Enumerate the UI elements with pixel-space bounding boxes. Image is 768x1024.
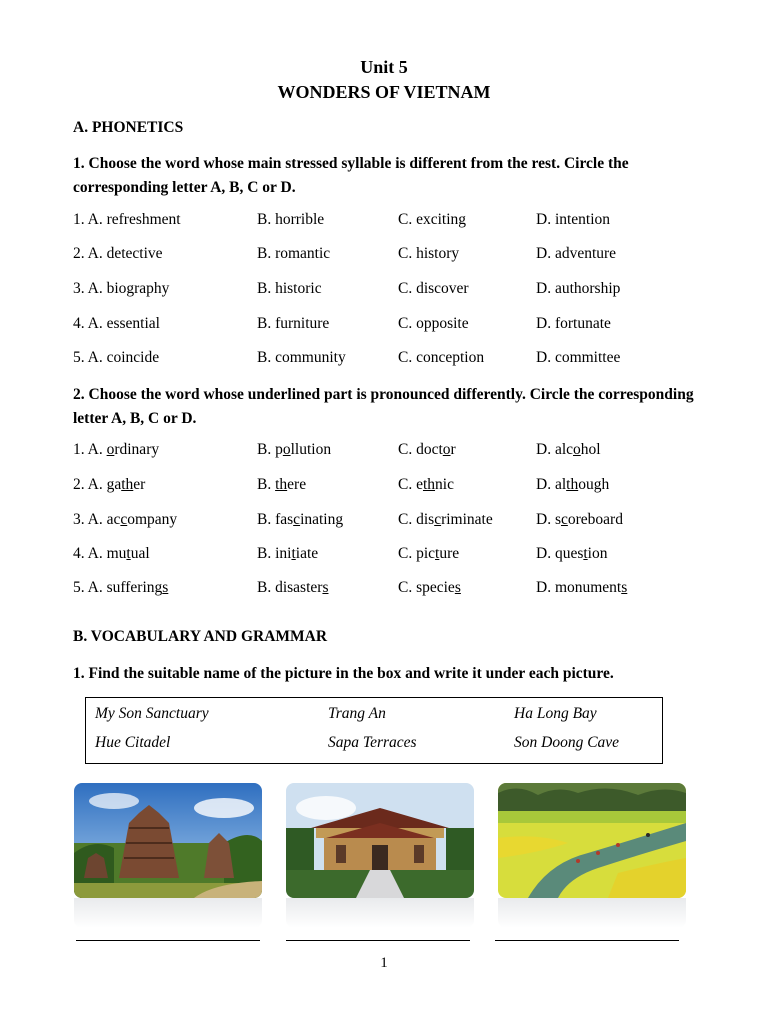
exercise1-instruction: 1. Choose the word whose main stressed syllable is different from the rest. Circle the corresponding letter A, B, C or D. (73, 155, 629, 196)
box-word: Son Doong Cave (514, 734, 620, 751)
underlined-letters: c (120, 511, 128, 528)
underlined-letters: th (275, 476, 288, 493)
underlined-letters: s (454, 579, 461, 596)
option-a: 1. A. ordinary (73, 441, 160, 458)
option-d: D. intention (536, 211, 611, 228)
option-c: C. doctor (398, 441, 456, 458)
underlined-letters: c (293, 511, 301, 528)
option-d: D. although (536, 476, 610, 493)
option-c: C. conception (398, 349, 485, 366)
box-word: Trang An (328, 705, 386, 722)
option-a: 2. A. gather (73, 476, 146, 493)
underlined-letters: t (291, 545, 296, 562)
option-a: 5. A. sufferings (73, 579, 169, 596)
answer-line[interactable] (286, 940, 470, 941)
option-b: B. community (257, 349, 346, 366)
exercise2-instruction: 2. Choose the word whose underlined part is pronounced differently. Circle the corresponding letter A, B, C or D. (73, 386, 694, 427)
option-b: B. fascinating (257, 511, 344, 528)
answer-line[interactable] (76, 940, 260, 941)
vocab-exercise1-instruction: 1. Find the suitable name of the picture in the box and write it under each picture. (73, 665, 614, 682)
option-c: C. species (398, 579, 461, 596)
option-a: 3. A. biography (73, 280, 170, 297)
option-d: D. adventure (536, 245, 617, 262)
box-word: My Son Sanctuary (95, 705, 209, 722)
underlined-letters: t (435, 545, 440, 562)
underlined-letters: s (621, 579, 628, 596)
section-b-heading: B. VOCABULARY AND GRAMMAR (73, 628, 328, 645)
page-title: WONDERS OF VIETNAM (277, 82, 491, 102)
underlined-letters: o (282, 441, 291, 458)
word-box (85, 697, 663, 764)
option-c: C. exciting (398, 211, 467, 228)
option-c: C. discriminate (398, 511, 493, 528)
underlined-letters: t (126, 545, 131, 562)
option-d: D. monuments (536, 579, 628, 596)
option-c: C. opposite (398, 315, 469, 332)
option-a: 1. A. refreshment (73, 211, 181, 228)
option-b: B. furniture (257, 315, 330, 332)
box-word: Hue Citadel (95, 734, 171, 751)
option-a: 4. A. essential (73, 315, 160, 332)
option-c: C. history (398, 245, 460, 262)
box-word: Ha Long Bay (514, 705, 597, 722)
option-b: B. romantic (257, 245, 331, 262)
underlined-letters: s (162, 579, 169, 596)
underlined-letters: c (434, 511, 442, 528)
page-number: 1 (380, 955, 388, 971)
photo-reflection (498, 898, 686, 928)
underlined-letters: o (573, 441, 581, 458)
option-c: C. picture (398, 545, 460, 562)
temple-ruins-photo (74, 783, 262, 898)
underlined-letters: th (121, 476, 134, 493)
option-b: B. horrible (257, 211, 325, 228)
photo-reflection (286, 898, 474, 928)
underlined-letters: th (422, 476, 436, 493)
underlined-letters: t (583, 545, 588, 562)
answer-line[interactable] (495, 940, 679, 941)
option-c: C. discover (398, 280, 469, 297)
rice-field-river-photo (498, 783, 686, 898)
underlined-letters: s (322, 579, 329, 596)
section-a-heading: A. PHONETICS (73, 119, 184, 136)
citadel-gate-photo (286, 783, 474, 898)
box-word: Sapa Terraces (328, 734, 417, 751)
option-d: D. fortunate (536, 315, 611, 332)
underlined-letters: o (442, 441, 451, 458)
option-b: B. pollution (257, 441, 332, 458)
photo-reflection (74, 898, 262, 928)
underlined-letters: c (560, 511, 568, 528)
option-a: 5. A. coincide (73, 349, 160, 366)
option-b: B. disasters (257, 579, 329, 596)
option-d: D. question (536, 545, 608, 562)
option-d: D. scoreboard (536, 511, 623, 528)
option-a: 3. A. accompany (73, 511, 178, 528)
option-c: C. ethnic (398, 476, 454, 493)
underlined-letters: o (106, 441, 115, 458)
option-a: 2. A. detective (73, 245, 163, 262)
option-d: D. authorship (536, 280, 621, 297)
option-a: 4. A. mutual (73, 545, 150, 562)
underlined-letters: th (566, 476, 579, 493)
option-b: B. initiate (257, 545, 319, 562)
option-d: D. committee (536, 349, 621, 366)
unit-label: Unit 5 (360, 57, 408, 77)
option-b: B. there (257, 476, 307, 493)
option-d: D. alcohol (536, 441, 601, 458)
option-b: B. historic (257, 280, 322, 297)
